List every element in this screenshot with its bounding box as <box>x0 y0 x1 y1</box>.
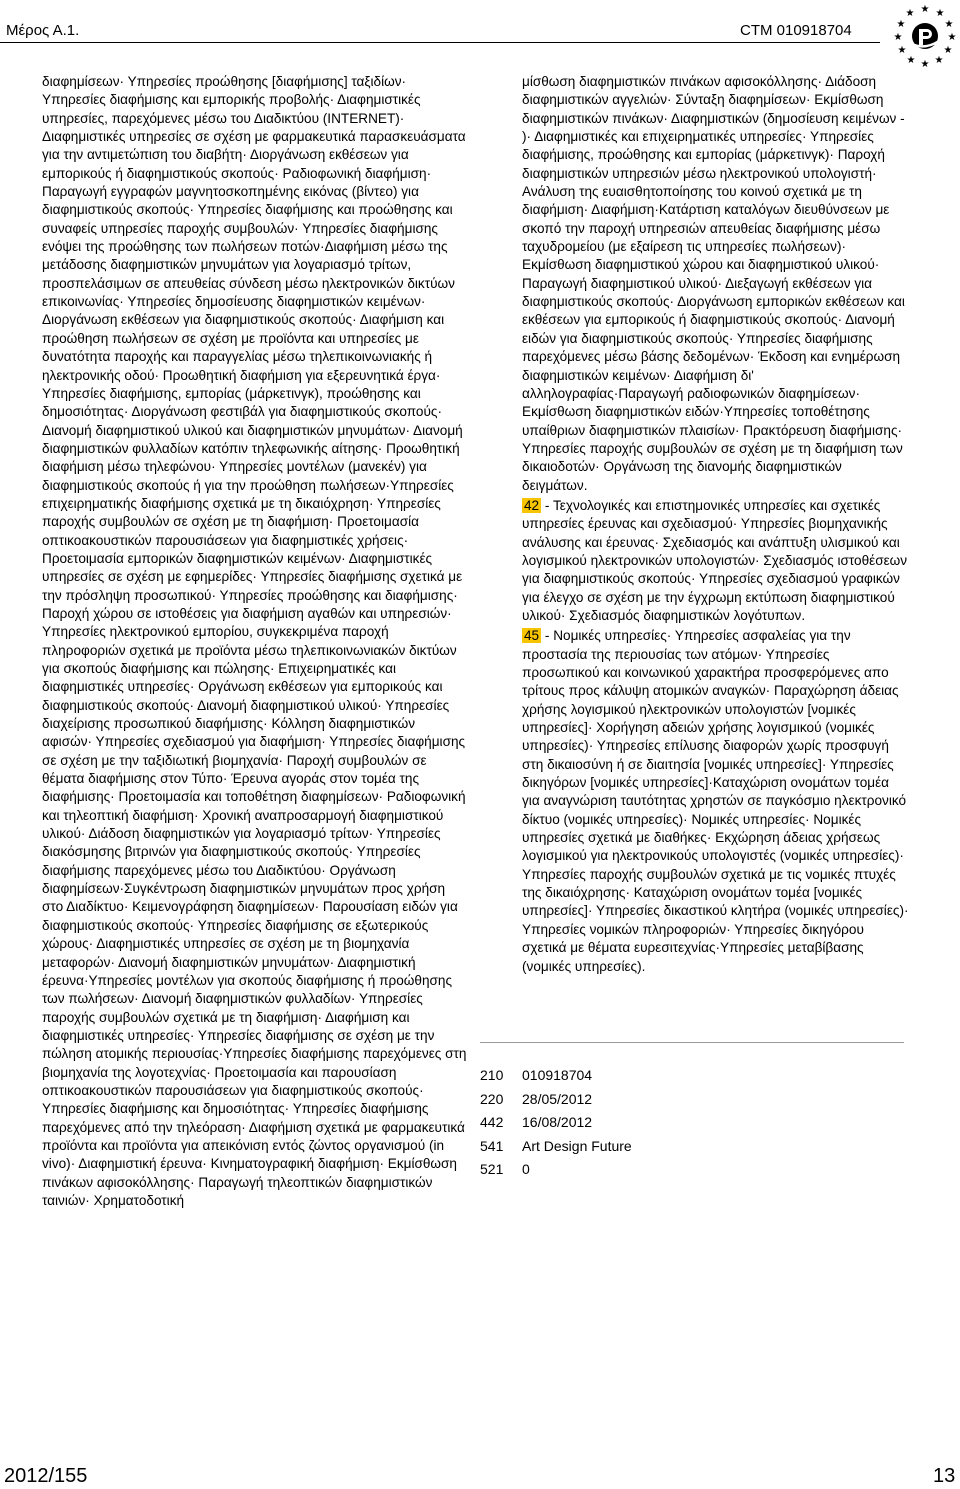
inid-value: 010918704 <box>522 1067 593 1083</box>
ohim-logo-icon <box>890 0 960 70</box>
class-42-text: - Τεχνολογικές και επιστημονικές υπηρεσίες και σχετικές υπηρεσίες έρευνας και σχεδιασμού· Υπηρεσίες βιομηχανικής ανάλυσης και έρευνας· Σχεδιασμός και ανάπτυξη υλισμικού και λογισμικού ηλεκτρονικών υπολογιστών· Σχεδιασμός ιστοθέσεων για διαφημιστικούς σκοπούς· Υπηρεσίες σχεδιασμού γραφικών για έλεγχο σε σχέση με την έγχρωμη εκτύπωση διαφημιστικού υλικού· Σχεδιασμός διαφημιστικών λογότυπων. <box>522 497 908 623</box>
inid-value: 28/05/2012 <box>522 1090 593 1107</box>
svg-text:★: ★ <box>920 4 930 15</box>
svg-text:★: ★ <box>896 19 906 30</box>
svg-text:★: ★ <box>906 55 916 66</box>
header-rule <box>0 42 880 43</box>
svg-text:★: ★ <box>947 32 957 43</box>
inid-code: 541 <box>480 1137 504 1154</box>
meta-row <box>480 1067 632 1091</box>
meta-row <box>480 1114 632 1138</box>
bibliographic-data <box>480 1067 632 1185</box>
meta-row <box>480 1091 632 1115</box>
ctm-number: CTM 010918704 <box>740 22 852 39</box>
svg-text:★: ★ <box>905 8 915 19</box>
inid-value: 16/08/2012 <box>522 1114 593 1130</box>
class-code-45: 45 <box>524 628 540 644</box>
left-column <box>42 73 467 1210</box>
inid-code: 442 <box>480 1114 504 1130</box>
inid-value: Art Design Future <box>522 1137 632 1154</box>
class-45-entry <box>522 627 910 976</box>
meta-row <box>480 1138 632 1162</box>
inid-value: 0 <box>522 1161 530 1177</box>
class-code-42: 42 <box>524 497 540 513</box>
svg-text:★: ★ <box>943 45 953 56</box>
issue-number: 2012/155 <box>4 1465 88 1487</box>
svg-text:★: ★ <box>935 8 945 19</box>
right-column <box>522 73 910 976</box>
svg-text:★: ★ <box>920 59 930 70</box>
meta-row <box>480 1161 632 1185</box>
svg-text:★: ★ <box>934 55 944 66</box>
part-label: Μέρος Α.1. <box>6 22 80 39</box>
class-42-entry <box>522 497 910 625</box>
section-divider <box>480 1042 904 1043</box>
svg-text:★: ★ <box>893 32 903 43</box>
inid-code: 521 <box>480 1161 504 1177</box>
goods-services-text-continued: μίσθωση διαφημιστικών πινάκων αφισοκόλλησης· Διάδοση διαφημιστικών αγγελιών· Σύνταξη διαφημίσεων· Εκμίσθωση διαφημιστικών πινάκων· Διαφημιστικών (δημοσίευση κειμένων - )· Διαφημιστικές και επιχειρηματικές υπηρεσίες· Υπηρεσίες διαφήμισης, προώθησης και εμπορίας (μάρκετινγκ)· Παροχή διαφημιστικών υπηρεσιών μέσω ηλεκτρονικού υπολογιστή· Ανάλυση της ευαισθητοποίησης του κοινού σχετικά με τη διαφήμιση· Διαφήμιση·Κατάρτιση καταλόγων διευθύνσεων με σκοπό την παροχή υπηρεσιών απευθείας διαφήμισης μέσω ταχυδρομείου (με εξαίρεση τις υπηρεσίες πωλήσεων)· Εκμίσθωση διαφημιστικού χώρου και διαφημιστικού υλικού· Παραγωγή διαφημιστικού υλικού· Διεξαγωγή εκθέσεων για διαφημιστικούς σκοπούς· Διοργάνωση εμπορικών εκθέσεων και εκθέσεων για εμπορικούς ή διαφημιστικούς σκοπούς· Διανομή ειδών για διαφημιστικούς σκοπούς· Υπηρεσίες διαφήμισης παρεχόμενες μέσω βάσης δεδομένων· Έκδοση και ενημέρωση διαφημιστικών κειμένων· Διαφήμιση δι' αλληλογραφίας·Παραγωγή ραδιοφωνικών διαφημίσεων· Εκμίσθωση διαφημιστικών ειδών·Υπηρεσίες τοποθέτησης υπαίθριων διαφημιστικών πλαισίων· Πρακτόρευση διαφήμισης· Υπηρεσίες παροχής συμβουλών σε σχέση με τη διαφήμιση των δικαιοδοτών· Οργάνωση της διανομής διαφημιστικών δειγμάτων. <box>522 74 905 493</box>
svg-text:★: ★ <box>897 45 907 56</box>
goods-services-text: διαφημίσεων· Υπηρεσίες προώθησης [διαφήμισης] ταξιδίων· Υπηρεσίες διαφήμισης και εμπορικής προβολής· Διαφημιστικές υπηρεσίες, παρεχόμενες μέσω του Διαδικτύου (INTERNET)· Διαφημιστικές υπηρεσίες σε σχέση με φαρμακευτικά παρασκευάσματα για την αντιμετώπιση του διαβήτη· Διοργάνωση εκθέσεων για εμπορικούς ή διαφημιστικούς σκοπούς· Ραδιοφωνική διαφήμιση· Παραγωγή εγγραφών μαγνητοσκοπημένης εικόνας (βίντεο) για διαφημιστικούς σκοπούς· Υπηρεσίες διαφήμισης και προώθησης και συναφείς υπηρεσίες παροχής συμβουλών· Υπηρεσίες διαφήμισης ενόψει της προώθησης των πωλήσεων ποτών·Διαφήμιση μέσω της μετάδοσης διαφημιστικών μηνυμάτων για λογαριασμό τρίτων, προσπελάσιμων σε απευθείας σύνδεση μέσω ηλεκτρονικών δικτύων επικοινωνίας· Υπηρεσίες δημοσίευσης διαφημιστικών κειμένων· Διοργάνωση εκθέσεων για διαφημιστικούς σκοπούς· Διαφήμιση και προώθηση πωλήσεων σε σχέση με προϊόντα και υπηρεσίες με δυνατότητα παροχής και παραγγελίας μέσω τηλεπικοινωνιακής ή ηλεκτρονικής οδού· Προωθητική διαφήμιση για εξερευνητικά έργα· Υπηρεσίες διαφήμισης, εμπορίας (μάρκετινγκ), προώθησης και δημοσιότητας· Διοργάνωση φεστιβάλ για διαφημιστικούς σκοπούς· Διανομή διαφημιστικού υλικού και διαφημιστικών μηνυμάτων· Διανομή διαφημιστικών φυλλαδίων κατόπιν τηλεφωνικής αίτησης· Προωθητική διαφήμιση μέσω τηλεφώνου· Υπηρεσίες μοντέλων (μανεκέν) για διαφημιστικούς σκοπούς ή για την προώθηση πωλήσεων·Υπηρεσίες επιχειρηματικής διαφήμισης σχετικά με τη δικαιόχρηση· Υπηρεσίες παροχής συμβουλών σε σχέση με τη διαφήμιση· Προετοιμασία οπτικοακουστικών παρουσιάσεων για διαφημιστικές χρήσεις· Προετοιμασία εμπορικών διαφημιστικών κειμένων· Διαφημιστικές υπηρεσίες σε σχέση με εφημερίδες· Υπηρεσίες διαφήμισης σχετικά με την πρόσληψη προσωπικού· Υπηρεσίες προώθησης και διαφήμισης· Παροχή χώρου σε ιστοθέσεις για διαφήμιση αγαθών και υπηρεσιών· Υπηρεσίες ηλεκτρονικού εμπορίου, συγκεκριμένα παροχή πληροφοριών σχετικά με προϊόντα μέσω τηλεπικοινωνιακών δικτύων για σκοπούς διαφήμισης και πώλησης· Επιχειρηματικές και διαφημιστικές υπηρεσίες· Οργάνωση εκθέσεων για εμπορικούς και διαφημιστικούς σκοπούς· Διανομή διαφημιστικού υλικού· Υπηρεσίες διαχείρισης προσωπικού διαφήμισης· Κόλληση διαφημιστικών αφισών· Υπηρεσίες σχεδιασμού για διαφήμιση· Υπηρεσίες διαφήμισης σε σχέση με την ταξιδιωτική βιομηχανία· Παροχή συμβουλών σε θέματα διαφήμισης στον Τύπο· Έρευνα αγοράς στον τομέα της διαφήμισης· Προετοιμασία και τοποθέτηση διαφημίσεων· Ραδιοφωνική και τηλεοπτική διαφήμιση· Χρονική αναπροσαρμογή διαφημιστικού υλικού· Διάδοση διαφημιστικών για λογαριασμό τρίτων· Υπηρεσίες διακόσμησης βιτρινών για διαφημιστικούς σκοπούς· Υπηρεσίες διαφήμισης παρεχόμενες μέσω του Διαδικτύου· Οργάνωση διαφημίσεων·Συγκέντρωση διαφημιστικών μηνυμάτων προς χρήση στο Διαδίκτυο· Κειμενογράφηση διαφημίσεων· Παρουσίαση ειδών για διαφημιστικούς σκοπούς· Υπηρεσίες διαφήμισης σε εξωτερικούς χώρους· Διαφημιστικές υπηρεσίες σε σχέση με τη βιομηχανία μεταφορών· Διανομή διαφημιστικών μηνυμάτων· Διαφημιστική έρευνα·Υπηρεσίες μοντέλων για σκοπούς διαφήμισης ή προώθησης των πωλήσεων· Διανομή διαφημιστικών φυλλαδίων· Υπηρεσίες παροχής συμβουλών σχετικά με τη διαφήμιση· Διαφήμιση και διαφημιστικές υπηρεσίες· Υπηρεσίες διαφήμισης σε σχέση με την πώληση ατομικής περιουσίας·Υπηρεσίες διαφήμισης παρεχόμενες στη βιομηχανία της λογοτεχνίας· Προετοιμασία και παρουσίαση οπτικοακουστικών παρουσιάσεων για διαφημιστικούς σκοπούς· Υπηρεσίες διαφήμισης και δημοσιότητας· Υπηρεσίες διαφήμισης παρεχόμενες από την τηλεόραση· Διαφήμιση σχετικά με φαρμακευτικά προϊόντα και προϊόντα για απεικόνιση εντός ζώντος οργανισμού (in vivo)· Διαφημιστική έρευνα· Κινηματογραφική διαφήμιση· Εκμίσθωση πινάκων αφισοκόλλησης· Παραγωγή τηλεοπτικών διαφημιστικών ταινιών· Χρηματοδοτική <box>42 74 467 1208</box>
inid-code: 210 <box>480 1067 504 1083</box>
svg-text:★: ★ <box>944 19 954 30</box>
class-45-text: - Νομικές υπηρεσίες· Υπηρεσίες ασφαλείας για την προστασία της περιουσίας των ατόμων· Υπηρεσίες προσωπικού και κοινωνικού χαρακτήρα προσφερόμενες απο τρίτους προς κάλυψη ατομικών αναγκών· Παραχώρηση άδειας χρήσης λογισμικού ηλεκτρονικών υπολογιστών [νομικές υπηρεσίες]· Χορήγηση αδειών χρήσης λογισμικού (νομικές υπηρεσίες)· Υπηρεσίες επίλυσης διαφορών χωρίς προσφυγή στη δικαιοσύνη ή σε διαιτησία [νομικές υπηρεσίες]· Υπηρεσίες δικηγόρων [νομικές υπηρεσίες]·Καταχώριση ονομάτων τομέα για αναγνώριση ταυτότητας χρηστών σε παγκόσμιο ηλεκτρονικό δίκτυο (νομικές υπηρεσίες)· Νομικές υπηρεσίες· Νομικές υπηρεσίες σχετικά με διαθήκες· Εκχώρηση άδειας χρήσεως λογισμικού για ηλεκτρονικούς υπολογιστές (νομικές υπηρεσίες)· Υπηρεσίες παροχής συμβουλών σχετικά με τις νομικές πτυχές της δικαιόχρησης· Καταχώριση ονομάτων τομέα [νομικές υπηρεσίες]· Υπηρεσίες δικαστικού κλητήρα (νομικές υπηρεσίες)· Υπηρεσίες νομικών πληροφοριών· Υπηρεσίες δικηγόρου σχετικά με θέματα ευρεσιτεχνίας·Υπηρεσίες μεταβίβασης (νομικές υπηρεσίες). <box>522 628 909 974</box>
inid-code: 220 <box>480 1090 504 1107</box>
page-number: 13 <box>933 1465 956 1487</box>
